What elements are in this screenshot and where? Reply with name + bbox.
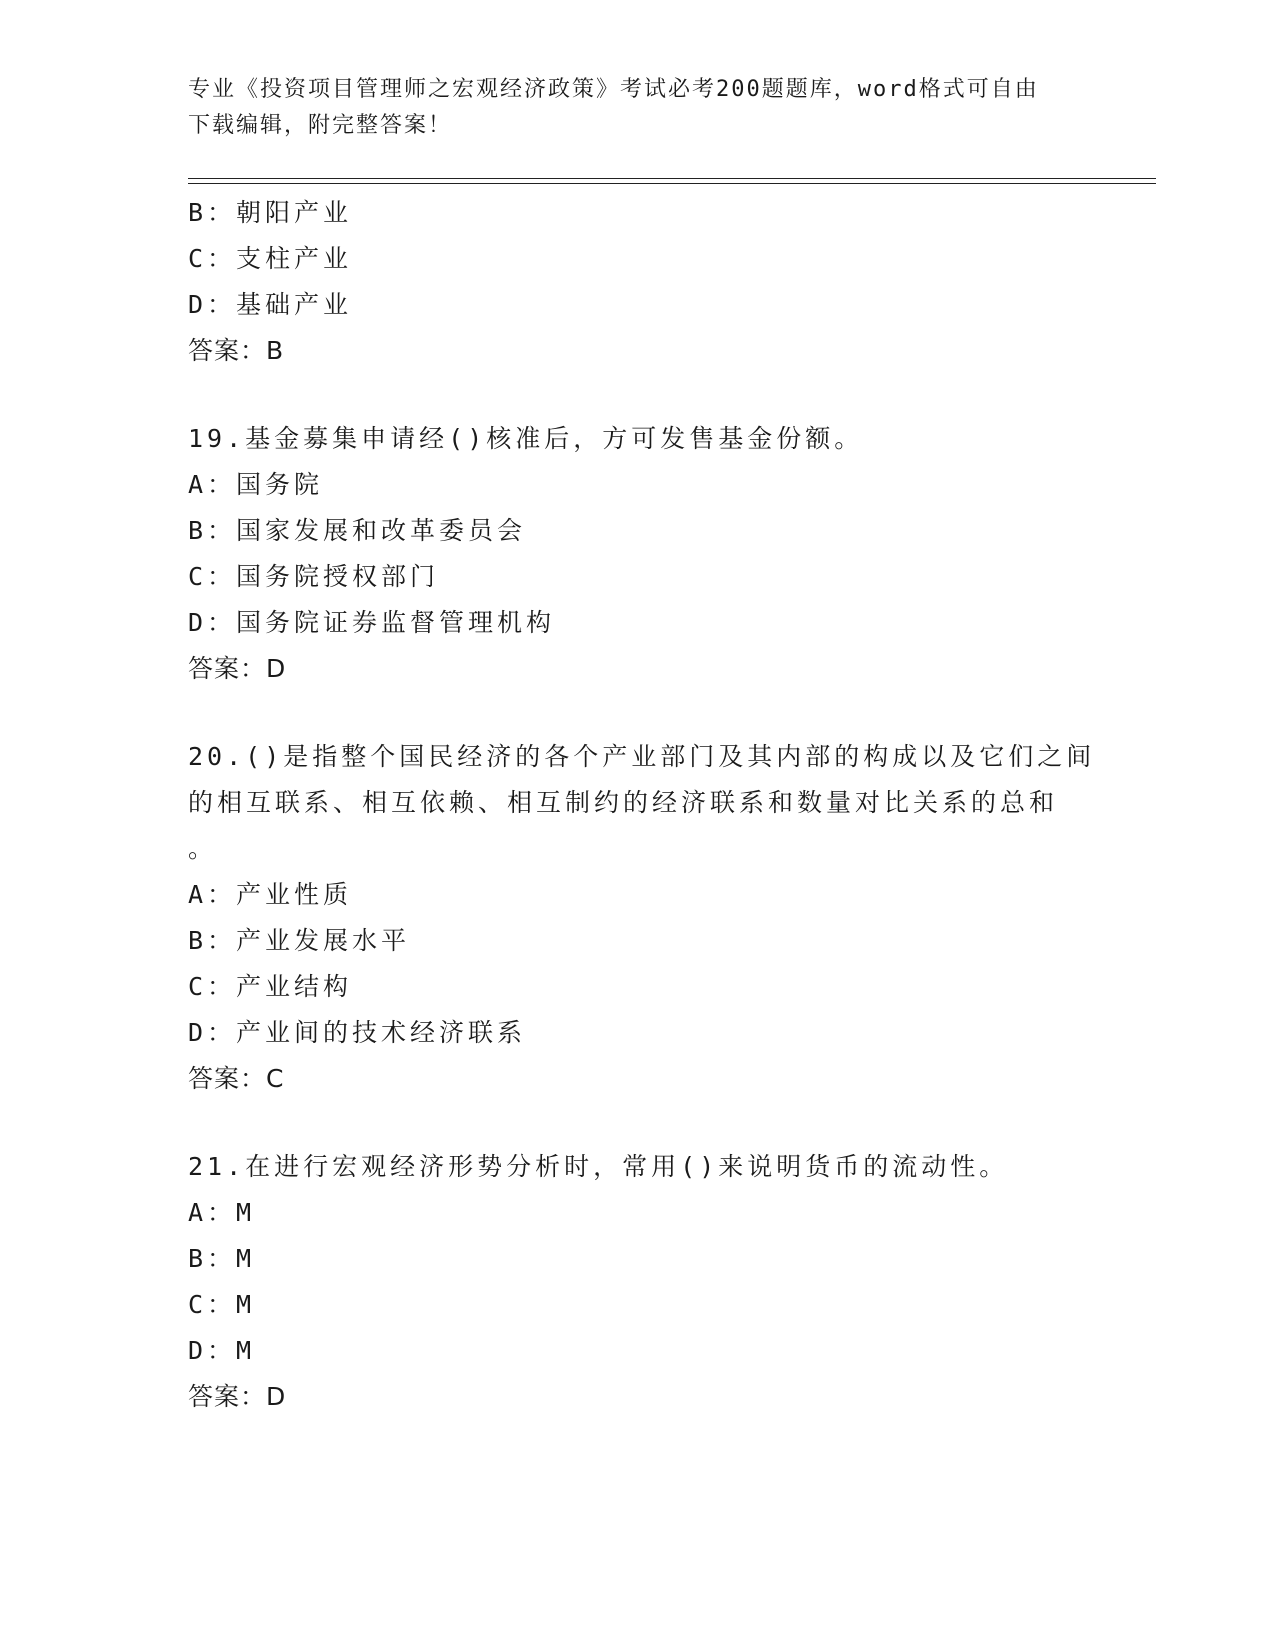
option-d: D：基础产业 bbox=[188, 290, 353, 319]
question-19 bbox=[188, 416, 1088, 692]
question-title: 21.在进行宏观经济形势分析时，常用()来说明货币的流动性。 bbox=[188, 1152, 1009, 1181]
question-title: 19.基金募集申请经()核准后，方可发售基金份额。 bbox=[188, 424, 864, 453]
header-line-1: 专业《投资项目管理师之宏观经济政策》考试必考200题题库，word格式可自由 bbox=[188, 77, 1039, 102]
question-title-line-1: 20.()是指整个国民经济的各个产业部门及其内部的构成以及它们之间 bbox=[188, 742, 1096, 771]
option-b: B：M bbox=[188, 1244, 256, 1273]
option-a: A：产业性质 bbox=[188, 880, 353, 909]
option-c: C：国务院授权部门 bbox=[188, 562, 440, 591]
option-b: B：朝阳产业 bbox=[188, 198, 353, 227]
option-c: C：支柱产业 bbox=[188, 244, 353, 273]
question-title-line-2: 的相互联系、相互依赖、相互制约的经济联系和数量对比关系的总和 bbox=[188, 788, 1059, 817]
option-b: B：产业发展水平 bbox=[188, 926, 411, 955]
option-d: D：产业间的技术经济联系 bbox=[188, 1018, 527, 1047]
option-c: C：M bbox=[188, 1290, 256, 1319]
option-d: D：国务院证券监督管理机构 bbox=[188, 608, 556, 637]
question-20 bbox=[188, 734, 1096, 1102]
answer: 答案：B bbox=[188, 336, 285, 365]
document-header bbox=[188, 72, 1068, 144]
option-a: A：M bbox=[188, 1198, 256, 1227]
answer: 答案：D bbox=[188, 1382, 287, 1411]
header-line-2: 下载编辑，附完整答案！ bbox=[188, 113, 453, 138]
option-d: D：M bbox=[188, 1336, 256, 1365]
answer: 答案：D bbox=[188, 654, 287, 683]
header-divider bbox=[188, 178, 1156, 184]
answer: 答案：C bbox=[188, 1064, 285, 1093]
question-list bbox=[188, 190, 1096, 1462]
question-18 bbox=[188, 190, 1088, 374]
option-a: A：国务院 bbox=[188, 470, 324, 499]
question-title-line-3: 。 bbox=[188, 834, 218, 863]
option-b: B：国家发展和改革委员会 bbox=[188, 516, 527, 545]
question-21 bbox=[188, 1144, 1088, 1420]
option-c: C：产业结构 bbox=[188, 972, 353, 1001]
